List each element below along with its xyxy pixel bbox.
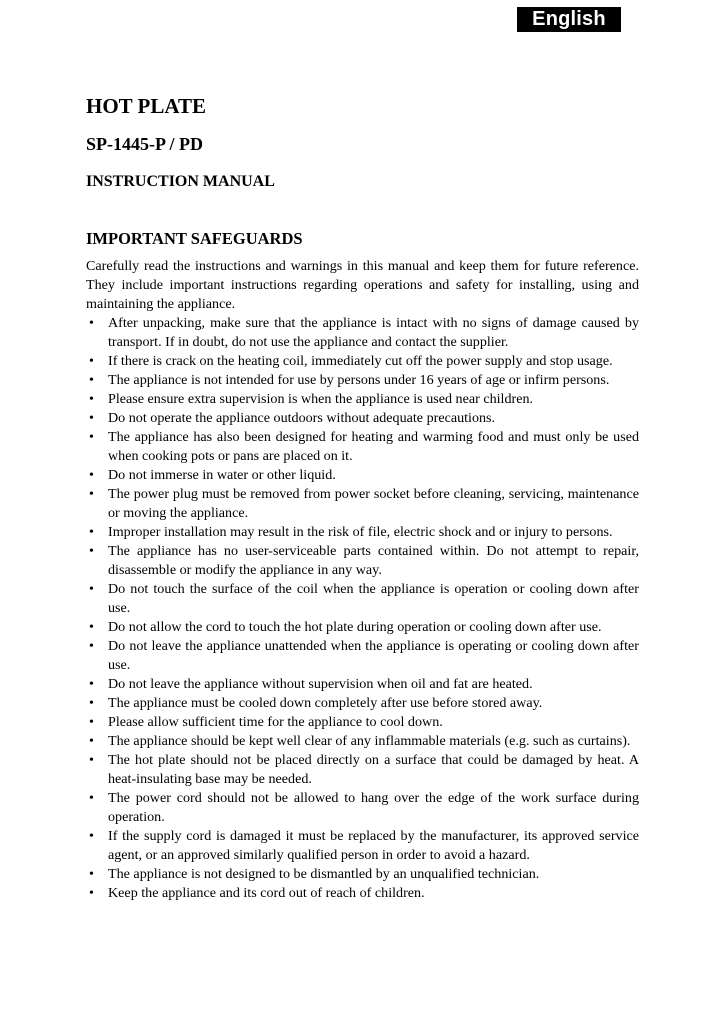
list-item xyxy=(86,827,639,865)
list-item-text: Do not immerse in water or other liquid. xyxy=(108,467,336,483)
bullet-icon: • xyxy=(89,866,94,882)
list-item-text: The power plug must be removed from power socket before cleaning, servicing, maintenance or moving the appliance. xyxy=(108,486,639,521)
list-item xyxy=(86,485,639,523)
model-number: SP-1445-P / PD xyxy=(86,134,203,154)
bullet-icon: • xyxy=(89,676,94,692)
list-item xyxy=(86,580,639,618)
bullet-icon: • xyxy=(89,372,94,388)
list-item xyxy=(86,675,639,694)
list-item xyxy=(86,466,639,485)
bullet-icon: • xyxy=(89,752,94,768)
list-item xyxy=(86,732,639,751)
list-item xyxy=(86,751,639,789)
bullet-icon: • xyxy=(89,315,94,331)
list-item-text: Please allow sufficient time for the appliance to cool down. xyxy=(108,714,443,730)
bullet-icon: • xyxy=(89,714,94,730)
list-item xyxy=(86,371,639,390)
list-item xyxy=(86,637,639,675)
list-item-text: If the supply cord is damaged it must be replaced by the manufacturer, its approved service agent, or an approved similarly qualified person in order to avoid a hazard. xyxy=(108,828,639,863)
list-item xyxy=(86,713,639,732)
list-item xyxy=(86,865,639,884)
list-item xyxy=(86,884,639,903)
bullet-icon: • xyxy=(89,410,94,426)
language-badge: English xyxy=(517,7,621,32)
list-item-text: The appliance should be kept well clear of any inflammable materials (e.g. such as curtains). xyxy=(108,733,631,749)
safeguards-content xyxy=(86,257,639,903)
list-item-text: The appliance has also been designed for heating and warming food and must only be used when cooking pots or pans are placed on it. xyxy=(108,429,639,464)
document-title: HOT PLATE xyxy=(86,94,207,118)
bullet-icon: • xyxy=(89,467,94,483)
intro-paragraph: Carefully read the instructions and warnings in this manual and keep them for future reference. They include important instructions regarding operations and safety for installing, using and maintaining the appliance. xyxy=(86,258,639,312)
safeguards-list xyxy=(86,314,639,903)
list-item-text: Do not operate the appliance outdoors without adequate precautions. xyxy=(108,410,496,426)
list-item xyxy=(86,314,639,352)
list-item xyxy=(86,428,639,466)
bullet-icon: • xyxy=(89,429,94,445)
list-item-text: Do not leave the appliance without supervision when oil and fat are heated. xyxy=(108,676,533,692)
list-item-text: The appliance must be cooled down completely after use before stored away. xyxy=(108,695,543,711)
list-item-text: Improper installation may result in the risk of file, electric shock and or injury to persons. xyxy=(108,524,613,540)
list-item xyxy=(86,618,639,637)
bullet-icon: • xyxy=(89,695,94,711)
list-item-text: The power cord should not be allowed to hang over the edge of the work surface during operation. xyxy=(108,790,639,825)
list-item-text: The appliance is not intended for use by persons under 16 years of age or infirm persons. xyxy=(108,372,610,388)
list-item xyxy=(86,390,639,409)
list-item-text: The hot plate should not be placed directly on a surface that could be damaged by heat. A heat-insulating base may be needed. xyxy=(108,752,639,787)
list-item-text: The appliance is not designed to be dismantled by an unqualified technician. xyxy=(108,866,540,882)
list-item-text: The appliance has no user-serviceable parts contained within. Do not attempt to repair, disassemble or modify the appliance in any way. xyxy=(108,543,639,578)
bullet-icon: • xyxy=(89,543,94,559)
list-item-text: Do not leave the appliance unattended when the appliance is operating or cooling down after use. xyxy=(108,638,639,673)
bullet-icon: • xyxy=(89,733,94,749)
bullet-icon: • xyxy=(89,828,94,844)
bullet-icon: • xyxy=(89,391,94,407)
bullet-icon: • xyxy=(89,486,94,502)
bullet-icon: • xyxy=(89,353,94,369)
list-item xyxy=(86,542,639,580)
list-item-text: Do not allow the cord to touch the hot plate during operation or cooling down after use. xyxy=(108,619,602,635)
list-item-text: If there is crack on the heating coil, immediately cut off the power supply and stop usage. xyxy=(108,353,613,369)
list-item xyxy=(86,352,639,371)
bullet-icon: • xyxy=(89,619,94,635)
list-item xyxy=(86,409,639,428)
list-item-text: Please ensure extra supervision is when the appliance is used near children. xyxy=(108,391,534,407)
document-subtitle: INSTRUCTION MANUAL xyxy=(86,173,275,190)
list-item xyxy=(86,694,639,713)
section-heading: IMPORTANT SAFEGUARDS xyxy=(86,229,303,248)
list-item-text: Keep the appliance and its cord out of reach of children. xyxy=(108,885,425,901)
list-item xyxy=(86,789,639,827)
bullet-icon: • xyxy=(89,638,94,654)
list-item xyxy=(86,523,639,542)
list-item-text: After unpacking, make sure that the appliance is intact with no signs of damage caused by transport. If in doubt, do not use the appliance and contact the supplier. xyxy=(108,315,639,350)
bullet-icon: • xyxy=(89,790,94,806)
bullet-icon: • xyxy=(89,524,94,540)
list-item-text: Do not touch the surface of the coil when the appliance is operation or cooling down after use. xyxy=(108,581,639,616)
bullet-icon: • xyxy=(89,581,94,597)
bullet-icon: • xyxy=(89,885,94,901)
